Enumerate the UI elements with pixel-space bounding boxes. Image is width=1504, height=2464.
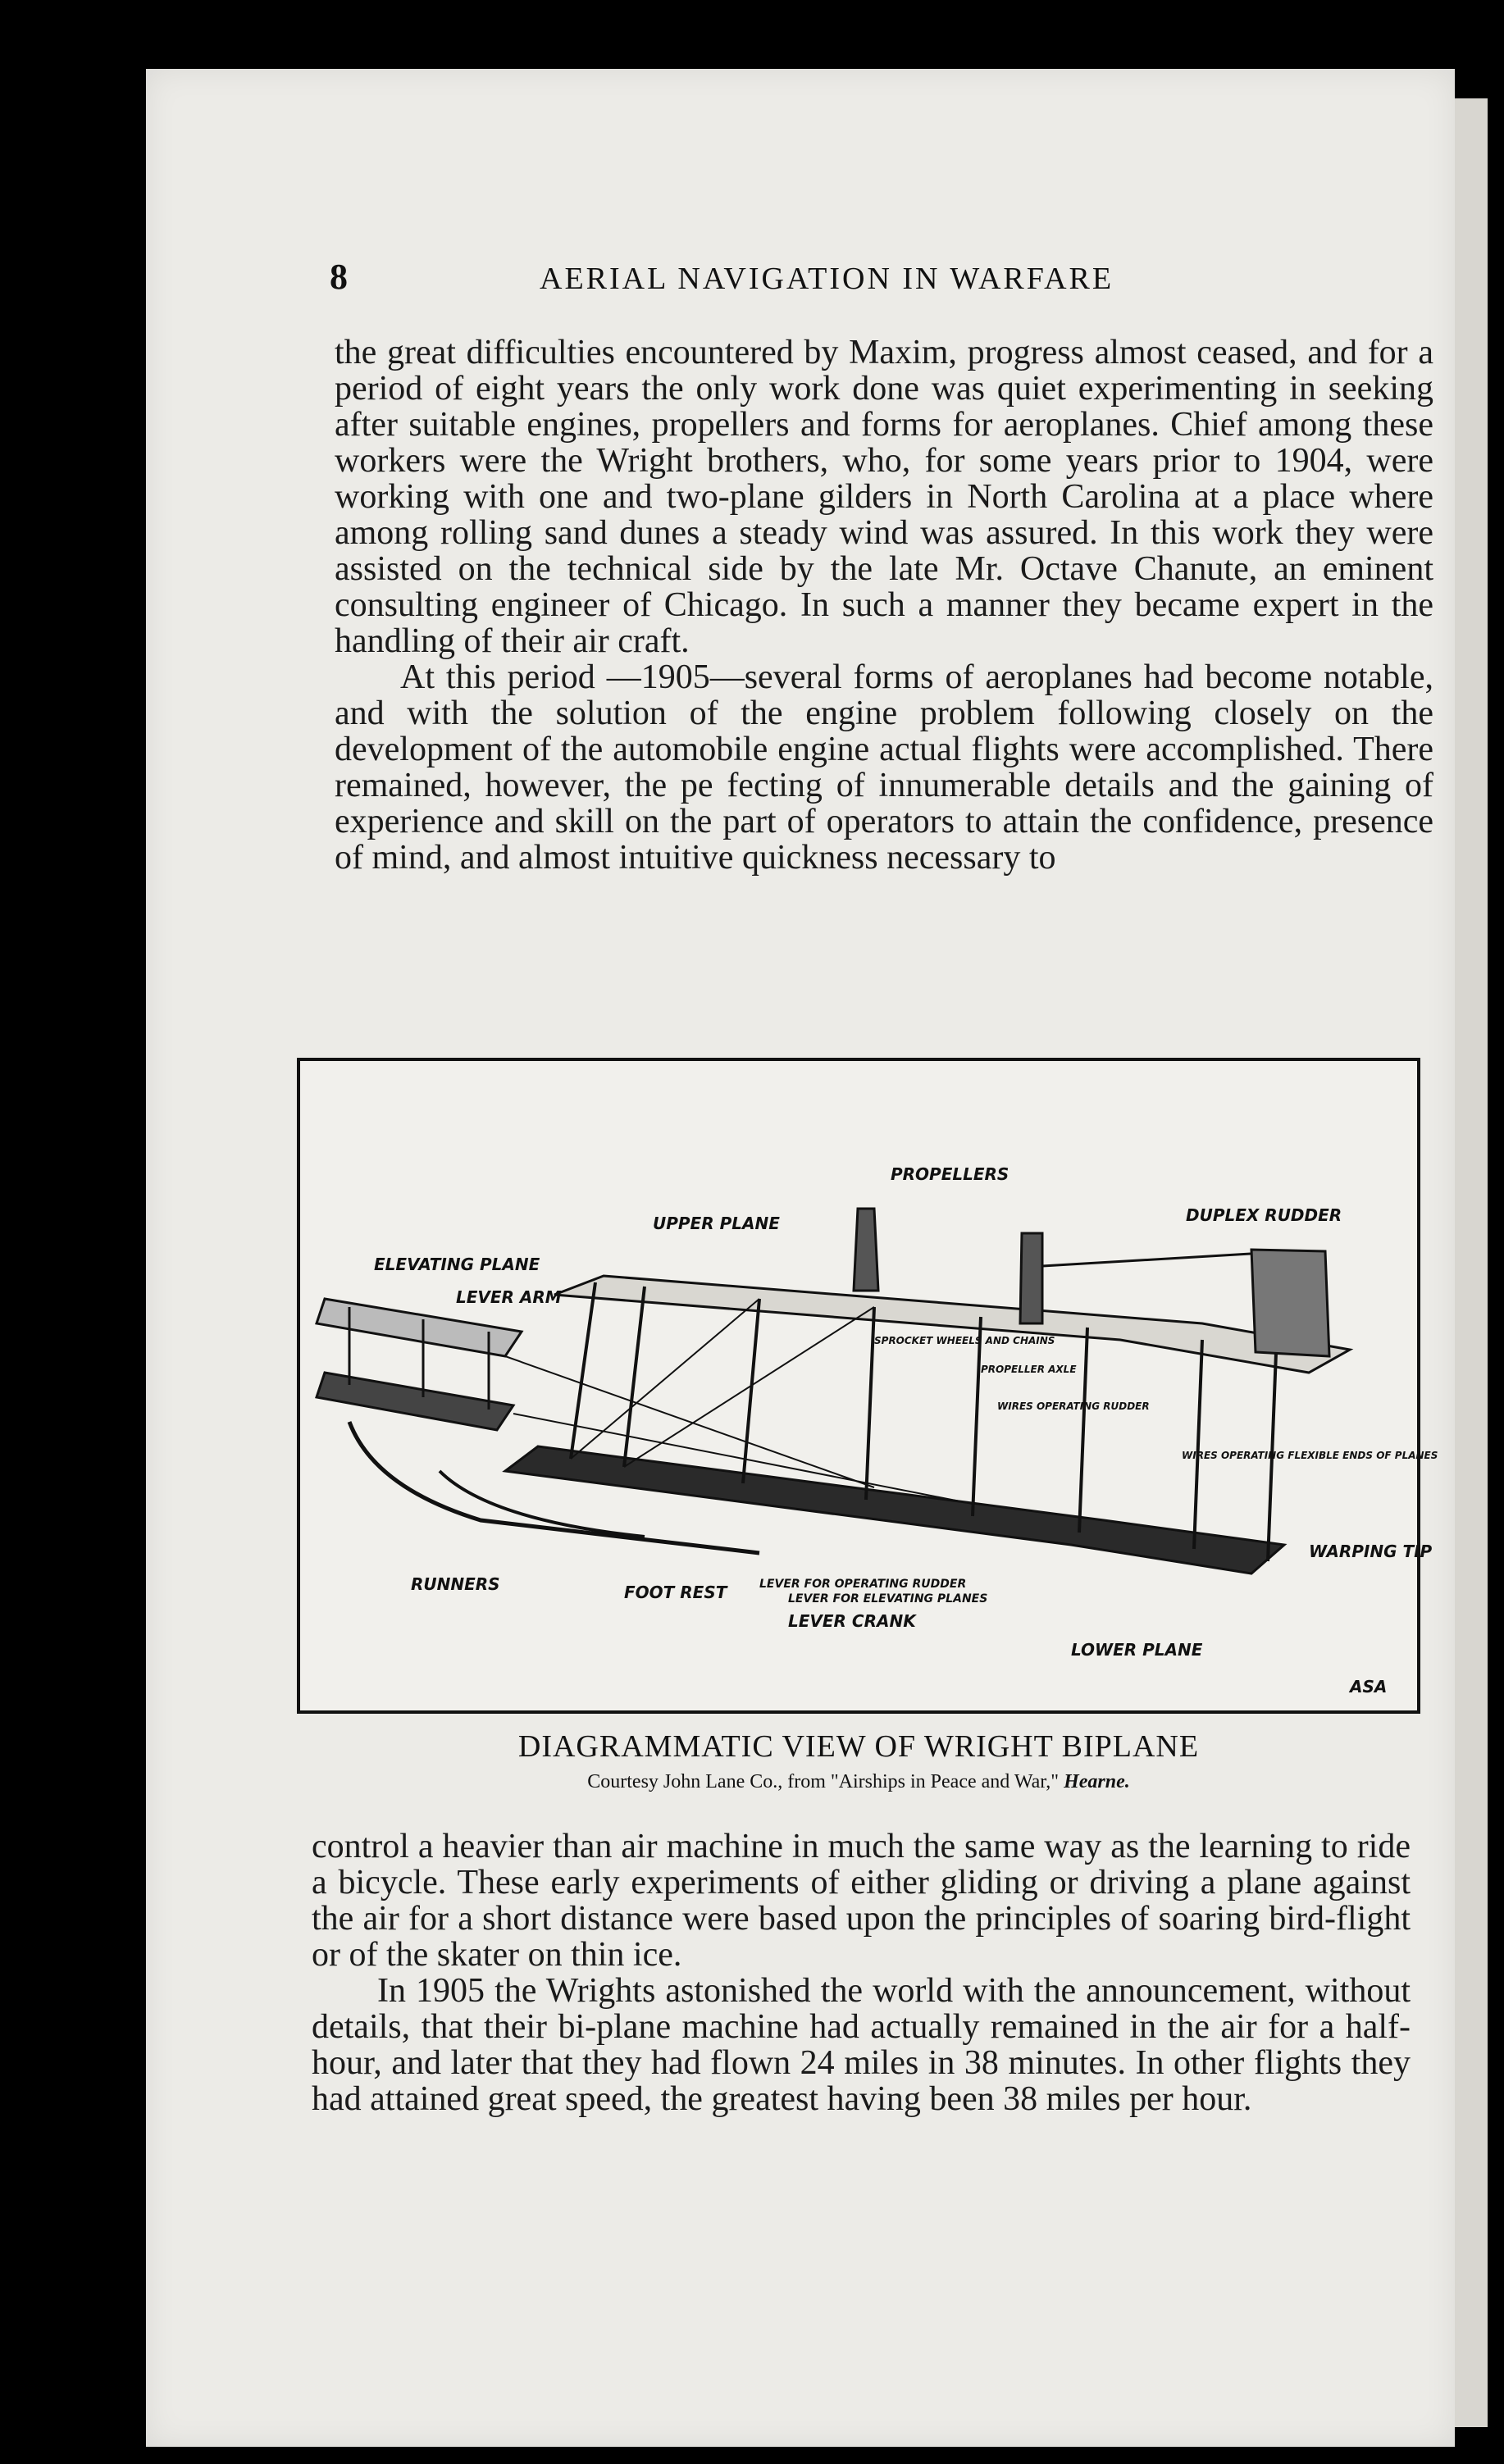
credit-text: Courtesy John Lane Co., from "Airships in Peace and War,"	[587, 1771, 1060, 1792]
page-number: 8	[330, 257, 348, 297]
paragraph: At this period —1905—several forms of aeroplanes had become notable, and with the solution of the engine problem following closely on the development of the automobile engine actual flights were accomplished. There remained, however, the pe fecting of innumerable details and the gaining of experience and skill on the part of operators to attain the confidence, presence of mind, and almost intuitive quickness necessary to	[335, 658, 1433, 877]
lower-text-block	[312, 1829, 1411, 2117]
page-edge	[1455, 98, 1488, 2427]
lower-plane-shape	[505, 1446, 1284, 1574]
label-lever-operating-rudder: LEVER FOR OPERATING RUDDER	[759, 1578, 967, 1591]
label-sprocket-wheels: SPROCKET WHEELS AND CHAINS	[874, 1335, 1055, 1346]
label-foot-rest: FOOT REST	[624, 1583, 727, 1602]
paragraph: the great difficulties encountered by Maxim, progress almost ceased, and for a period of eight years the only work done was quiet experimenting in seeking after suitable engines, propellers and forms for aeroplanes. Chief among these workers were the Wright brothers, who, for some years prior to 1904, were working with one and two-plane gilders in North Carolina at a place where among rolling sand dunes a steady wind was assured. In this work they were assisted on the technical side by the late Mr. Octave Chanute, an eminent consulting engineer of Chicago. In such a manner they became expert in the handling of their air craft.	[335, 334, 1433, 660]
credit-author: Hearne.	[1064, 1771, 1130, 1792]
elevating-plane-lower	[317, 1373, 513, 1430]
label-propellers: PROPELLERS	[891, 1164, 1010, 1184]
running-title: AERIAL NAVIGATION IN WARFARE	[540, 262, 1114, 296]
biplane-diagram	[297, 1058, 1438, 1714]
paragraph: control a heavier than air machine in much the same way as the learning to ride a bicycle. These early experiments of either gliding or driving a plane against the air for a short distance were based upon the principles of soaring bird-flight or of the skater on thin ice.	[312, 1828, 1411, 1974]
label-signature: ASA	[1350, 1677, 1388, 1697]
caption-credit	[297, 1771, 1420, 1793]
label-lever-elevating: LEVER FOR ELEVATING PLANES	[788, 1592, 988, 1605]
label-duplex-rudder: DUPLEX RUDDER	[1186, 1205, 1342, 1225]
label-lever-arm: LEVER ARM	[456, 1287, 562, 1307]
label-wires-operating-flexible: WIRES OPERATING FLEXIBLE ENDS OF PLANES	[1182, 1450, 1438, 1461]
elevating-plane-upper	[317, 1299, 522, 1356]
upper-text-block	[335, 335, 1433, 876]
caption-title: DIAGRAMMATIC VIEW OF WRIGHT BIPLANE	[517, 1729, 1200, 1764]
label-warping-tip: WARPING TIP	[1309, 1542, 1433, 1561]
label-lever-crank: LEVER CRANK	[788, 1611, 916, 1631]
label-upper-plane: UPPER PLANE	[653, 1214, 780, 1233]
propeller-left	[854, 1209, 878, 1291]
label-propeller-axle: PROPELLER AXLE	[981, 1364, 1077, 1375]
upper-plane-shape	[554, 1276, 1350, 1373]
page-header	[330, 246, 1240, 312]
label-lower-plane: LOWER PLANE	[1071, 1640, 1203, 1660]
figure-caption	[297, 1728, 1420, 1793]
label-runners: RUNNERS	[411, 1574, 500, 1594]
duplex-rudder	[1251, 1250, 1329, 1356]
label-wires-operating-rudder: WIRES OPERATING RUDDER	[997, 1401, 1150, 1412]
biplane-illustration	[300, 1061, 1438, 1710]
label-elevating-plane: ELEVATING PLANE	[374, 1255, 540, 1274]
propeller-right	[1020, 1233, 1042, 1323]
paragraph: In 1905 the Wrights astonished the world with the announcement, without details, that their bi-plane machine had actually remained in the air for a half-hour, and later that they had flown 24 miles in 38 minutes. In other flights they had attained great speed, the greatest having been 38 miles per hour.	[312, 1972, 1411, 2118]
